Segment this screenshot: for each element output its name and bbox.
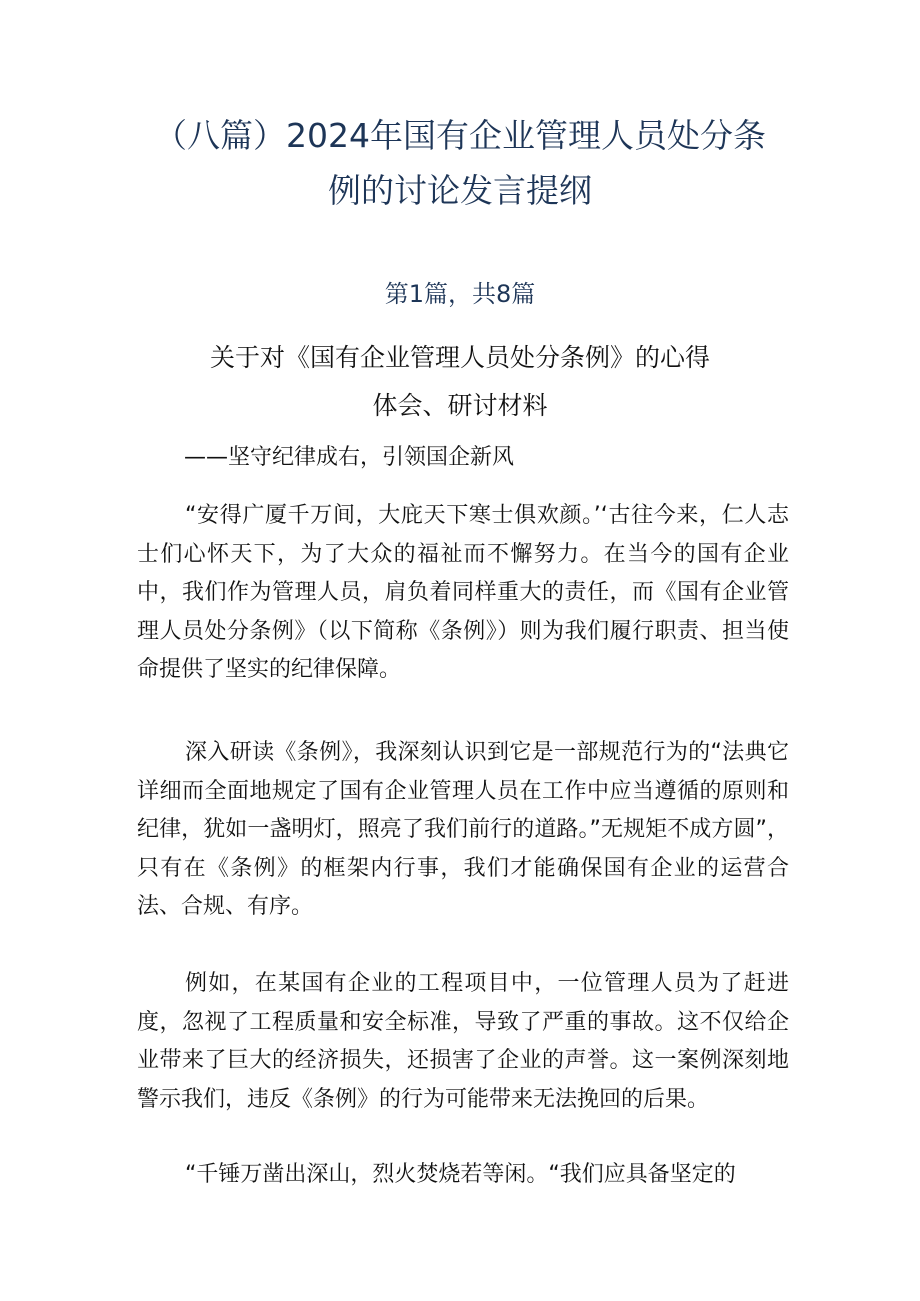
article-title-line-2: 体会、研讨材料 <box>372 391 548 420</box>
article-subtitle: ——坚守纪律成右，引领国企新风 <box>184 445 515 470</box>
body-paragraph: 深入研读《条例》，我深刻认识到它是一部规范行为的“法典它详细而全面地规定了国有企业管理人员在工作中应当遵循的原则和纪律，犹如一盏明灯，照亮了我们前行的道路。”无规矩不成方圆”，只有在《条例》的框架内行事，我们才能确保国有企业的运营合法、合规、有序。 <box>137 740 789 919</box>
document-title-line-2: 例的讨论发言提纲 <box>328 171 592 210</box>
body-paragraph: “千锤万凿出深山，烈火焚烧若等闲。“我们应具备坚定的 <box>185 1162 736 1187</box>
document-title <box>120 108 800 218</box>
body-paragraph: 例如，在某国有企业的工程项目中，一位管理人员为了赶进度，忽视了工程质量和安全标准，导致了严重的事故。这不仅给企业带来了巨大的经济损失，还损害了企业的声誉。这一案例深刻地警示我们，违反《条例》的行为可能带来无法挽回的后果。 <box>137 971 789 1112</box>
document-title-line-1: （八篇）2024年国有企业管理人员处分条 <box>154 116 766 155</box>
body-paragraph: “安得广厦千万间，大庇天下寒士俱欢颜。’‘古往今来，仁人志士们心怀天下，为了大众的福祉而不懈努力。在当今的国有企业中，我们作为管理人员，肩负着同样重大的责任，而《国有企业管理人员处分条例》（以下简称《条例》）则为我们履行职责、担当使命提供了坚实的纪律保障。 <box>137 503 789 682</box>
part-label: 第1篇，共8篇 <box>384 280 536 308</box>
article-title-line-1: 关于对《国有企业管理人员处分条例》的心得 <box>209 343 710 372</box>
article-title <box>170 334 750 430</box>
